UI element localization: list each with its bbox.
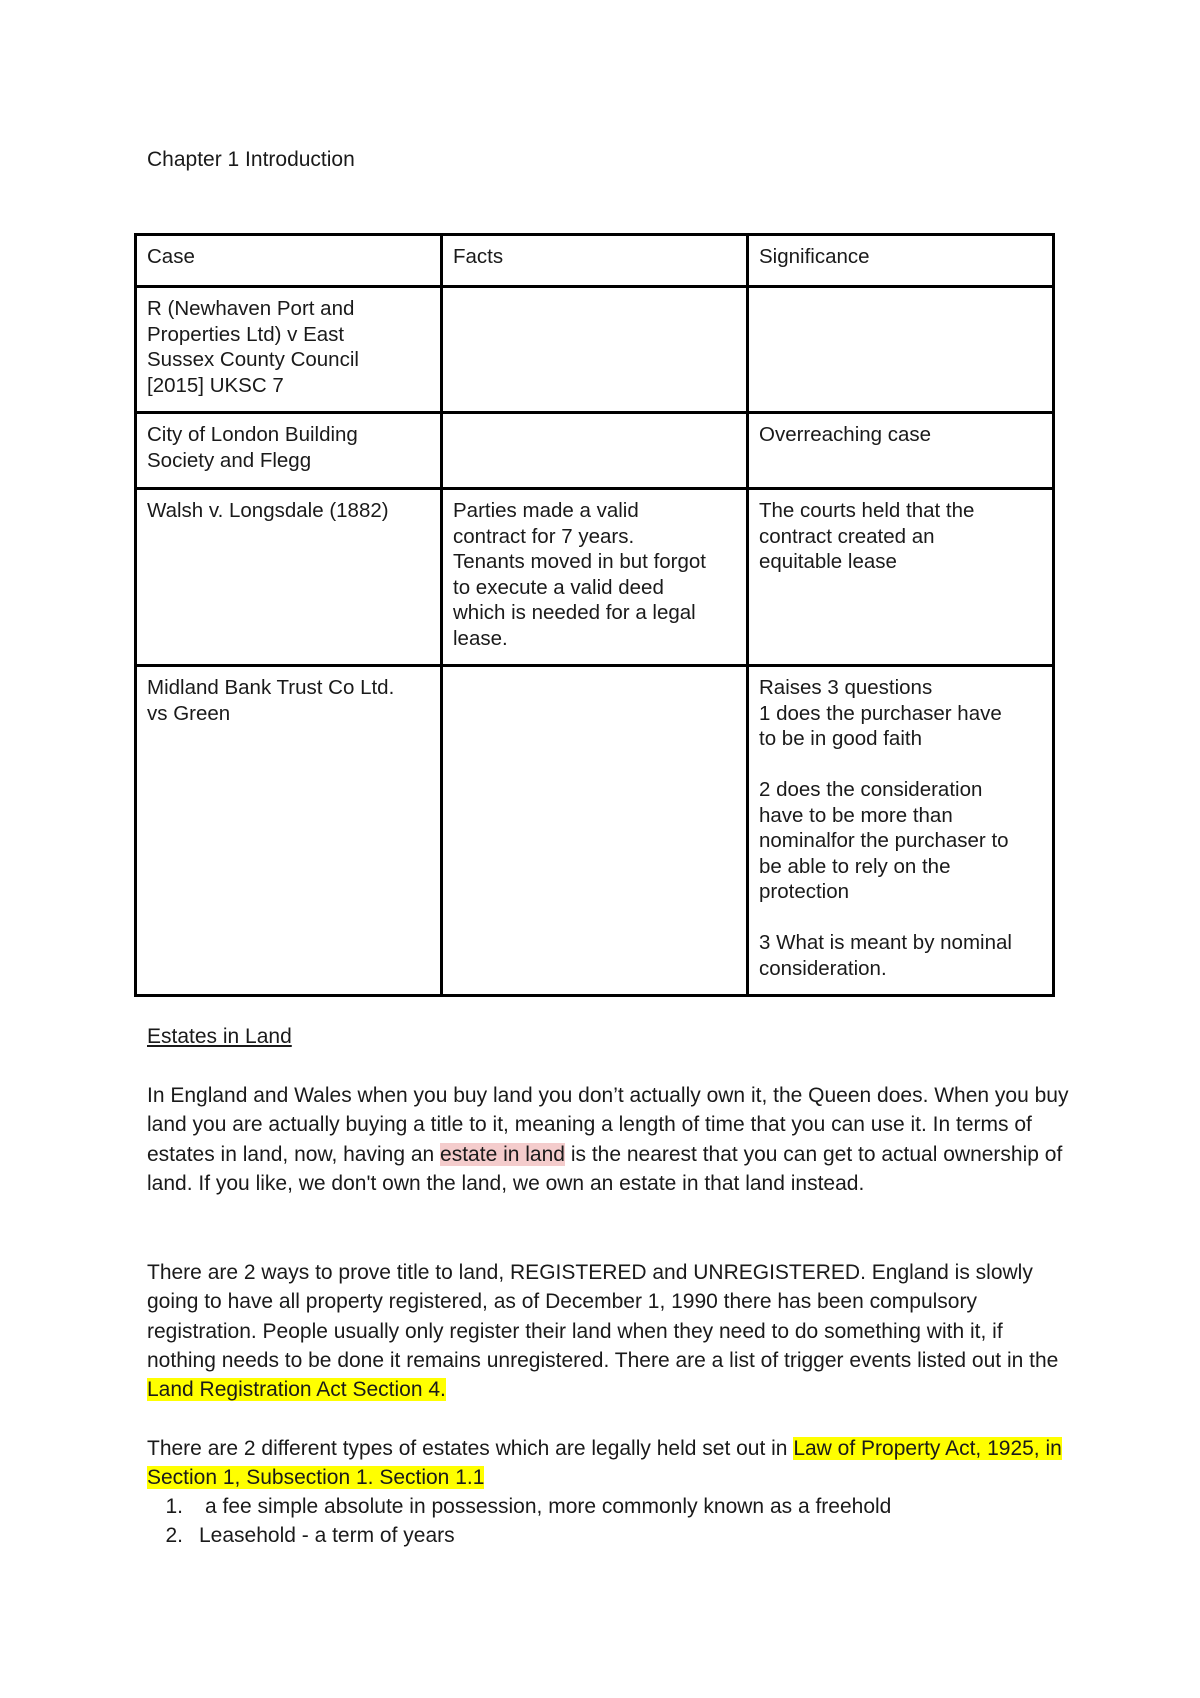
list-item	[147, 1492, 891, 1521]
case-line: Sussex County Council	[147, 348, 359, 371]
header-facts: Facts	[442, 235, 748, 287]
case-line: R (Newhaven Port and	[147, 297, 355, 320]
facts-line: Parties made a valid	[453, 499, 639, 522]
list-text: a fee simple absolute in possession, more commonly known as a freehold	[205, 1495, 892, 1518]
significance-line: 2 does the consideration	[759, 778, 983, 801]
table-row	[136, 413, 1054, 489]
paragraph-text: There are 2 ways to prove title to land, REGISTERED and UNREGISTERED. England is slowly going to have all property registered, as of December 1, 1990 there has been compulsory registration. People usually only register their land when they need to do something with it, if nothing needs to be done it remains unregistered. There are a list of trigger events listed out in the	[147, 1261, 1059, 1372]
list-number: 1.	[165, 1495, 183, 1518]
list-number: 2.	[165, 1524, 183, 1548]
significance-line: have to be more than	[759, 803, 953, 827]
significance-line: 3 What is meant by nominal	[759, 931, 1012, 954]
facts-line: contract for 7 years.	[453, 524, 635, 548]
significance-line: nominalfor the purchaser to	[759, 829, 1009, 852]
significance-line: contract created an	[759, 524, 935, 548]
paragraph-estates-intro	[147, 1081, 1077, 1198]
significance-cell	[748, 287, 1054, 413]
facts-line: lease.	[453, 626, 508, 650]
significance-line: be able to rely on the	[759, 854, 951, 878]
significance-cell	[748, 489, 1054, 666]
header-case: Case	[136, 235, 442, 287]
significance-line: consideration.	[759, 956, 887, 980]
case-line: City of London Building	[147, 423, 358, 446]
table-row	[136, 489, 1054, 666]
highlighted-reference: Law of Property Act, 1925, in Section 1, Subsection 1. Section 1.1	[147, 1437, 1062, 1490]
highlighted-term: estate in land	[440, 1142, 565, 1166]
case-cell	[136, 666, 442, 996]
facts-cell	[442, 287, 748, 413]
list-item	[147, 1521, 891, 1550]
facts-line: which is needed for a legal	[453, 601, 696, 624]
case-table	[134, 233, 1055, 997]
paragraph-text: There are 2 different types of estates which are legally held set out in	[147, 1437, 794, 1460]
case-cell	[136, 287, 442, 413]
paragraph-registration	[147, 1258, 1077, 1404]
line-gap	[759, 752, 1042, 778]
case-cell	[136, 489, 442, 666]
significance-line: 1 does the purchaser have	[759, 701, 1002, 725]
facts-cell	[442, 413, 748, 489]
line-gap	[759, 905, 1042, 931]
section-heading: Estates in Land	[147, 1025, 292, 1048]
significance-cell	[748, 413, 1054, 489]
highlighted-reference: Land Registration Act Section 4.	[147, 1378, 446, 1402]
table-header-row	[136, 235, 1054, 287]
estate-types-list	[147, 1492, 891, 1551]
significance-line: Overreaching case	[759, 423, 932, 446]
case-cell	[136, 413, 442, 489]
significance-line: to be in good faith	[759, 727, 922, 750]
list-text: Leasehold - a term of years	[199, 1524, 455, 1548]
significance-line: Raises 3 questions	[759, 676, 933, 699]
significance-cell	[748, 666, 1054, 996]
table-row	[136, 666, 1054, 996]
case-line: Properties Ltd) v East	[147, 322, 345, 346]
significance-line: The courts held that the	[759, 499, 975, 522]
chapter-title: Chapter 1 Introduction	[147, 148, 355, 171]
facts-line: Tenants moved in but forgot	[453, 550, 706, 573]
case-line: [2015] UKSC 7	[147, 373, 284, 397]
significance-line: equitable lease	[759, 550, 897, 573]
case-line: Society and Flegg	[147, 448, 312, 472]
case-line: vs Green	[147, 701, 231, 725]
table-row	[136, 287, 1054, 413]
header-significance: Significance	[748, 235, 1054, 287]
facts-cell	[442, 489, 748, 666]
case-line: Walsh v. Longsdale (1882)	[147, 499, 389, 522]
paragraph-estate-types	[147, 1434, 1077, 1493]
paragraph-text: In England and Wales when you buy land you don’t actually own it, the Queen does. When you buy land you are actually buying a title to it, meaning a length of time that you can use it. In terms of estates in land, now, having an	[147, 1084, 1069, 1166]
paragraph-text: is the nearest that you can get to actual ownership of land. If you like, we don't own the land, we own an estate in that land instead.	[147, 1142, 1063, 1195]
facts-cell	[442, 666, 748, 996]
case-line: Midland Bank Trust Co Ltd.	[147, 676, 395, 699]
significance-line: protection	[759, 880, 850, 903]
facts-line: to execute a valid deed	[453, 575, 664, 599]
